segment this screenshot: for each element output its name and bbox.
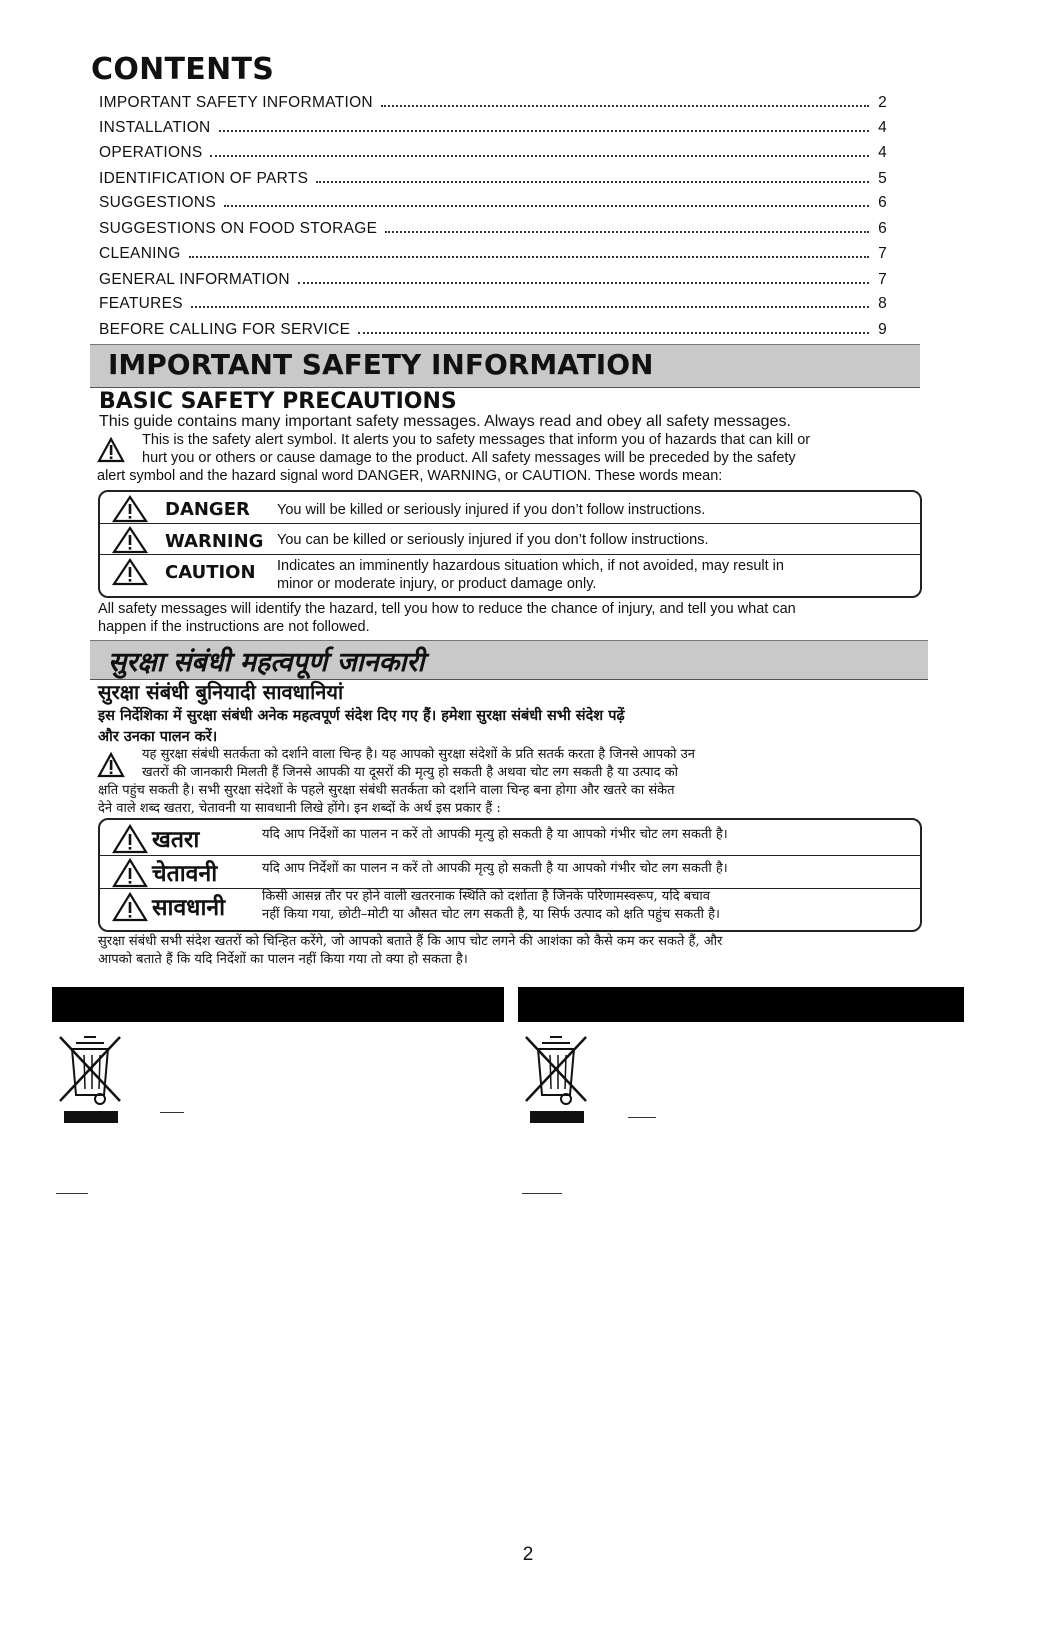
- page-number: 2: [522, 1544, 534, 1565]
- signal-description: minor or moderate injury, or product damage only.: [277, 576, 597, 592]
- toc-leader-dots: [316, 181, 869, 183]
- alert-description-line: This is the safety alert symbol. It alerts you to safety messages that inform you of hazards that can kill or: [142, 432, 811, 448]
- toc-entry-label: SUGGESTIONS: [99, 194, 216, 211]
- toc-entry: [99, 265, 887, 289]
- hindi-footer-text: सुरक्षा संबंधी सभी संदेश खतरों को चिन्हित करेंगे, जो आपको बताते हैं कि आप चोट लगने की आशंका को कैसे कम कर सकते हैं, और: [98, 934, 723, 949]
- divider: [522, 1193, 562, 1194]
- warning-alert-icon: [112, 526, 148, 554]
- basic-safety-heading: BASIC SAFETY PRECAUTIONS: [99, 389, 457, 414]
- toc-leader-dots: [298, 282, 869, 284]
- toc-entry-page: 6: [878, 194, 887, 211]
- toc-entry: [99, 88, 887, 112]
- toc-entry-page: 6: [878, 220, 887, 237]
- toc-entry-label: FEATURES: [99, 295, 183, 312]
- danger-alert-icon: [112, 824, 148, 854]
- toc-leader-dots: [191, 306, 869, 308]
- safety-footer-text: happen if the instructions are not followed.: [98, 619, 370, 635]
- hindi-safety-section-title: सुरक्षा संबंधी महत्वपूर्ण जानकारी: [108, 647, 425, 678]
- toc-entry-page: 5: [878, 170, 887, 187]
- toc-entry: [99, 289, 887, 313]
- safety-footer-text: All safety messages will identify the hazard, tell you how to reduce the chance of injury, and tell you what can: [98, 601, 796, 617]
- safety-section-title: IMPORTANT SAFETY INFORMATION: [108, 348, 654, 381]
- hindi-footer-text: आपको बताते हैं कि यदि निर्देशों का पालन नहीं किया गया तो क्या हो सकता है।: [98, 952, 468, 967]
- hindi-alert-line: देने वाले शब्द खतरा, चेतावनी या सावधानी लिखे होंगे। इन शब्दों के अर्थ इस प्रकार हैं :: [98, 801, 501, 816]
- toc-entry: [99, 239, 887, 263]
- signal-description: Indicates an imminently hazardous situation which, if not avoided, may result in: [277, 558, 784, 574]
- signal-word-danger: DANGER: [165, 499, 250, 520]
- signal-description: You will be killed or seriously injured if you don’t follow instructions.: [277, 502, 706, 518]
- hindi-safety-section-band: [90, 640, 928, 680]
- toc-entry-label: CLEANING: [99, 245, 181, 262]
- signal-word-caution: CAUTION: [165, 562, 256, 583]
- toc-entry-page: 2: [878, 94, 887, 111]
- divider: [160, 1112, 184, 1113]
- signal-word-khatra: खतरा: [152, 826, 200, 853]
- hindi-alert-line: यह सुरक्षा संबंधी सतर्कता को दर्शाने वाला चिन्ह है। यह आपको सुरक्षा संदेशों के प्रति सतर्क करता है जिनसे आपको उन: [142, 747, 695, 762]
- toc-entry-label: IDENTIFICATION OF PARTS: [99, 170, 309, 187]
- alert-description-line: alert symbol and the hazard signal word DANGER, WARNING, or CAUTION. These words mean:: [97, 468, 723, 484]
- hindi-alert-line: खतरों की जानकारी मिलती हैं जिनसे आपकी या दूसरों की मृत्यु हो सकती है अथवा चोट लग सकती है या उत्पाद को: [142, 765, 678, 780]
- caution-alert-icon: [112, 558, 148, 586]
- safety-alert-icon: [97, 437, 125, 463]
- toc-leader-dots: [385, 231, 869, 233]
- hindi-intro-text: इस निर्देशिका में सुरक्षा संबंधी अनेक महत्वपूर्ण संदेश दिए गए हैं। हमेशा सुरक्षा संबंधी सभी संदेश पढ़ें: [98, 707, 625, 724]
- warning-alert-icon: [112, 858, 148, 888]
- section-header-bar: [52, 987, 504, 1022]
- signal-description: यदि आप निर्देशों का पालन न करें तो आपकी मृत्यु हो सकती है या आपको गंभीर चोट लग सकती है।: [262, 827, 728, 842]
- toc-leader-dots: [189, 256, 869, 258]
- toc-entry-page: 4: [878, 144, 887, 161]
- toc-entry: [99, 315, 887, 339]
- toc-entry-page: 7: [878, 271, 887, 288]
- toc-entry-page: 8: [878, 295, 887, 312]
- signal-description: You can be killed or seriously injured if you don’t follow instructions.: [277, 532, 709, 548]
- divider: [56, 1193, 88, 1194]
- toc-entry-page: 9: [878, 321, 887, 338]
- safety-section-band: [90, 344, 920, 388]
- hindi-basic-safety-heading: सुरक्षा संबंधी बुनियादी सावधानियां: [98, 680, 344, 704]
- divider: [628, 1117, 656, 1118]
- safety-intro-text: This guide contains many important safety messages. Always read and obey all safety messages.: [99, 413, 791, 430]
- toc-entry: [99, 188, 887, 212]
- toc-leader-dots: [219, 130, 869, 132]
- toc-entry: [99, 164, 887, 188]
- section-header-bar: [518, 987, 964, 1022]
- danger-alert-icon: [112, 495, 148, 523]
- hindi-alert-line: क्षति पहुंच सकती है। सभी सुरक्षा संदेशों के पहले सुरक्षा संबंधी सतर्कता को दर्शाने वाला चिन्ह बना होगा और खतरे का संकेत: [98, 783, 675, 798]
- toc-entry: [99, 214, 887, 238]
- signal-word-chetavani: चेतावनी: [152, 860, 218, 887]
- signal-description: किसी आसन्न तौर पर होने वाली खतरनाक स्थिति को दर्शाता है जिनके परिणामस्वरूप, यदि बचाव: [262, 889, 711, 904]
- toc-entry-label: OPERATIONS: [99, 144, 203, 161]
- toc-entry: [99, 138, 887, 162]
- toc-leader-dots: [381, 105, 869, 107]
- alert-description-line: hurt you or others or cause damage to the product. All safety messages will be preceded by the safety: [142, 450, 796, 466]
- hindi-intro-text: और उनका पालन करें।: [98, 728, 218, 745]
- toc-leader-dots: [210, 155, 869, 157]
- contents-heading: CONTENTS: [91, 52, 275, 87]
- safety-alert-icon: [97, 752, 125, 778]
- caution-alert-icon: [112, 892, 148, 922]
- signal-word-savdhani: सावधानी: [152, 894, 226, 921]
- crossed-out-bin-icon: [56, 1033, 126, 1123]
- signal-word-warning: WARNING: [165, 531, 264, 552]
- crossed-out-bin-icon: [522, 1033, 592, 1123]
- signal-description: नहीं किया गया, छोटी–मोटी या औसत चोट लग सकती है, या सिर्फ उत्पाद को क्षति पहुंच सकती है।: [262, 907, 720, 922]
- toc-entry-label: BEFORE CALLING FOR SERVICE: [99, 321, 351, 338]
- toc-entry: [99, 113, 887, 137]
- signal-description: यदि आप निर्देशों का पालन न करें तो आपकी मृत्यु हो सकती है या आपको गंभीर चोट लग सकती है।: [262, 861, 728, 876]
- toc-entry-page: 4: [878, 119, 887, 136]
- toc-entry-page: 7: [878, 245, 887, 262]
- toc-entry-label: IMPORTANT SAFETY INFORMATION: [99, 94, 373, 111]
- toc-entry-label: GENERAL INFORMATION: [99, 271, 290, 288]
- toc-leader-dots: [224, 205, 869, 207]
- toc-entry-label: INSTALLATION: [99, 119, 211, 136]
- toc-leader-dots: [358, 332, 869, 334]
- toc-entry-label: SUGGESTIONS ON FOOD STORAGE: [99, 220, 378, 237]
